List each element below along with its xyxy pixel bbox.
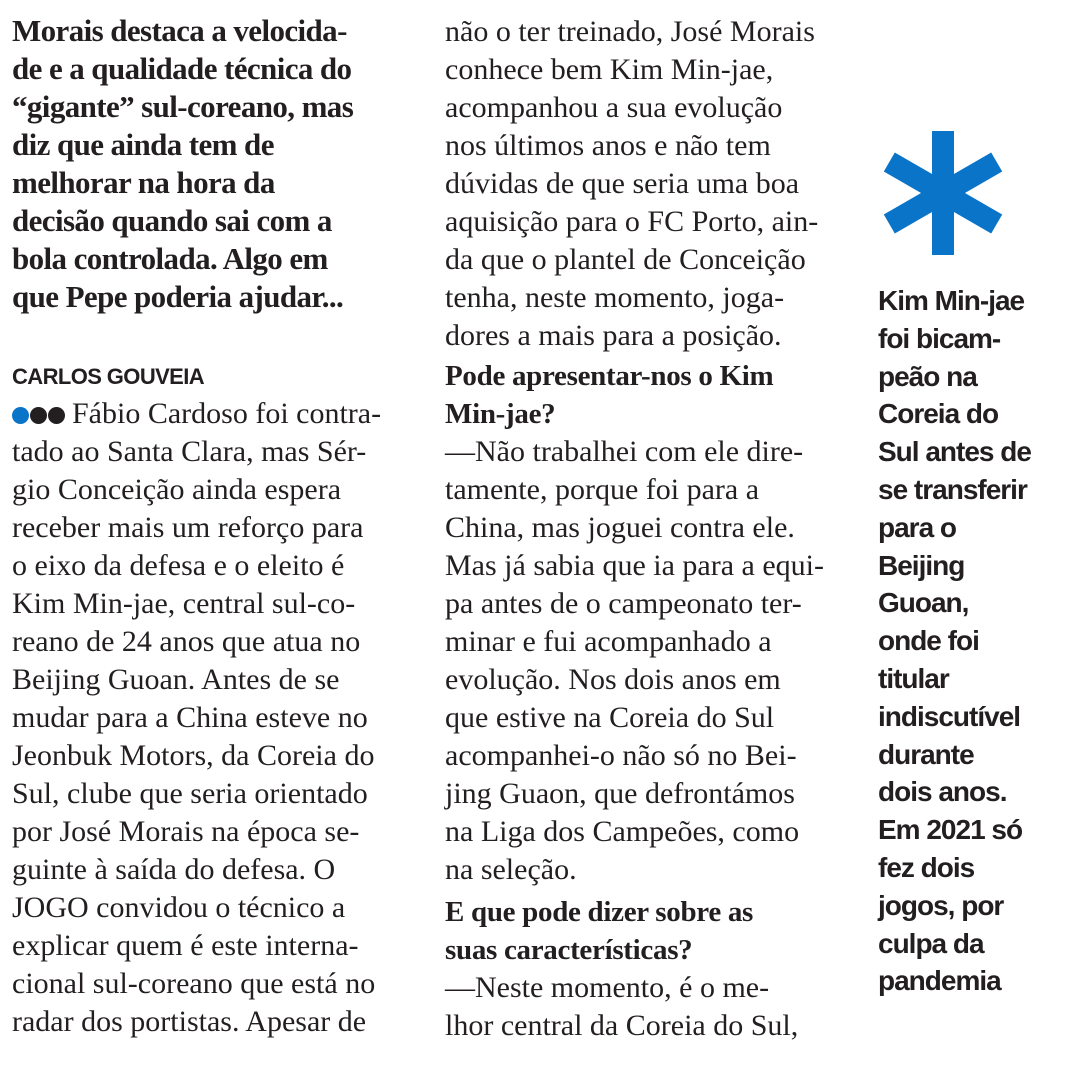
- sidebar-line: Sul antes de: [878, 436, 1031, 468]
- sidebar-line: Guoan,: [878, 587, 969, 619]
- body-line: JOGO convidou o técnico a: [12, 891, 346, 924]
- sidebar-line: Kim Min-jae: [878, 285, 1025, 316]
- sidebar-line: fez dois: [878, 851, 975, 883]
- body-line: [12, 395, 381, 433]
- question-heading-2: [445, 893, 753, 969]
- sidebar-line: pandemia: [878, 965, 1001, 997]
- body-line: tamente, porque foi para a: [445, 473, 760, 506]
- sidebar-line: para o: [878, 511, 957, 543]
- question-line: Pode apresentar-nos o Kim: [445, 360, 774, 392]
- body-line: reano de 24 anos que atua no: [12, 625, 361, 658]
- sidebar-line: peão na: [878, 360, 977, 392]
- body-line: acompanhou a sua evolução: [445, 91, 783, 124]
- body-line: pa antes de o campeonato ter-: [445, 587, 802, 620]
- body-line: aquisição para o FC Porto, ain-: [445, 205, 819, 238]
- body-line: da que o plantel de Conceição: [445, 243, 806, 276]
- body-line: Sul, clube que seria orientado: [12, 777, 368, 810]
- body-line: que estive na Coreia do Sul: [445, 701, 775, 734]
- three-dots-icon: [12, 395, 66, 433]
- sidebar-line: Em 2021 só: [878, 814, 1023, 846]
- lead-line: que Pepe poderia ajudar...: [12, 279, 344, 314]
- body-line: radar dos portistas. Apesar de: [12, 1005, 367, 1038]
- body-line: Kim Min-jae, central sul-co-: [12, 587, 356, 620]
- body-line: lhor central da Coreia do Sul,: [445, 1009, 799, 1042]
- body-line: na seleção.: [445, 853, 577, 886]
- sidebar-line: dois anos.: [878, 776, 1007, 808]
- body-line: conhece bem Kim Min-jae,: [445, 53, 774, 86]
- sidebar-line: foi bicam-: [878, 322, 1001, 354]
- body-line: Mas já sabia que ia para a equi-: [445, 549, 824, 582]
- body-line: dúvidas de que seria uma boa: [445, 167, 800, 200]
- lead-line: decisão quando sai com a: [12, 203, 332, 238]
- lead-line: de e a qualidade técnica do: [12, 51, 352, 86]
- body-text-middle-1: [445, 13, 818, 355]
- question-heading-1: [445, 357, 773, 433]
- body-line: na Liga dos Campeões, como: [445, 815, 800, 848]
- lead-line: melhorar na hora da: [12, 165, 275, 200]
- lead-line: Morais destaca a velocida-: [12, 13, 347, 48]
- body-line: nos últimos anos e não tem: [445, 129, 771, 162]
- body-line: cional sul-coreano que está no: [12, 967, 376, 1000]
- question-line: suas características?: [445, 934, 693, 966]
- body-line: Jeonbuk Motors, da Coreia do: [12, 739, 375, 772]
- body-line: explicar quem é este interna-: [12, 929, 359, 962]
- body-line: Beijing Guoan. Antes de se: [12, 663, 340, 696]
- lead-line: diz que ainda tem de: [12, 127, 274, 162]
- body-line-text: Fábio Cardoso foi contra-: [72, 397, 382, 430]
- body-line: —Não trabalhei com ele dire-: [445, 435, 804, 468]
- sidebar-line: titular: [878, 662, 949, 694]
- body-line: dores a mais para a posição.: [445, 319, 782, 352]
- body-line: guinte à saída do defesa. O: [12, 853, 336, 886]
- byline: CARLOS GOUVEIA: [12, 364, 205, 389]
- body-line: gio Conceição ainda espera: [12, 473, 342, 506]
- body-text-middle-3: [445, 969, 798, 1045]
- lead-paragraph: [12, 12, 353, 316]
- sidebar-line: indiscutível: [878, 700, 1021, 732]
- sidebar-line: onde foi: [878, 625, 979, 657]
- asterisk-icon: [878, 131, 1008, 255]
- sidebar-line: se transferir: [878, 473, 1027, 505]
- body-line: receber mais um reforço para: [12, 511, 364, 544]
- body-line: minar e fui acompanhado a: [445, 625, 772, 658]
- sidebar-line: jogos, por: [878, 889, 1004, 921]
- body-line: o eixo da defesa e o eleito é: [12, 549, 345, 582]
- sidebar-line: culpa da: [878, 927, 984, 959]
- body-line: tenha, neste momento, joga-: [445, 281, 785, 314]
- body-text-left: [12, 395, 381, 1041]
- body-line: por José Morais na época se-: [12, 815, 360, 848]
- body-text-middle-2: [445, 433, 824, 889]
- body-line: tado ao Santa Clara, mas Sér-: [12, 435, 367, 468]
- body-line: evolução. Nos dois anos em: [445, 663, 781, 696]
- body-line: jing Guaon, que defrontámos: [445, 777, 795, 810]
- body-line: não o ter treinado, José Morais: [445, 15, 815, 48]
- body-line: acompanhei-o não só no Bei-: [445, 739, 797, 772]
- sidebar-line: durante: [878, 738, 974, 770]
- sidebar-line: Coreia do: [878, 398, 999, 430]
- body-line: China, mas joguei contra ele.: [445, 511, 795, 544]
- body-line: —Neste momento, é o me-: [445, 971, 770, 1004]
- lead-line: “gigante” sul-coreano, mas: [12, 89, 354, 124]
- question-line: Min-jae?: [445, 398, 556, 430]
- sidebar-quote: [878, 282, 1058, 1000]
- body-line: mudar para a China esteve no: [12, 701, 368, 734]
- lead-line: bola controlada. Algo em: [12, 241, 328, 276]
- question-line: E que pode dizer sobre as: [445, 896, 754, 928]
- sidebar-line: Beijing: [878, 549, 965, 581]
